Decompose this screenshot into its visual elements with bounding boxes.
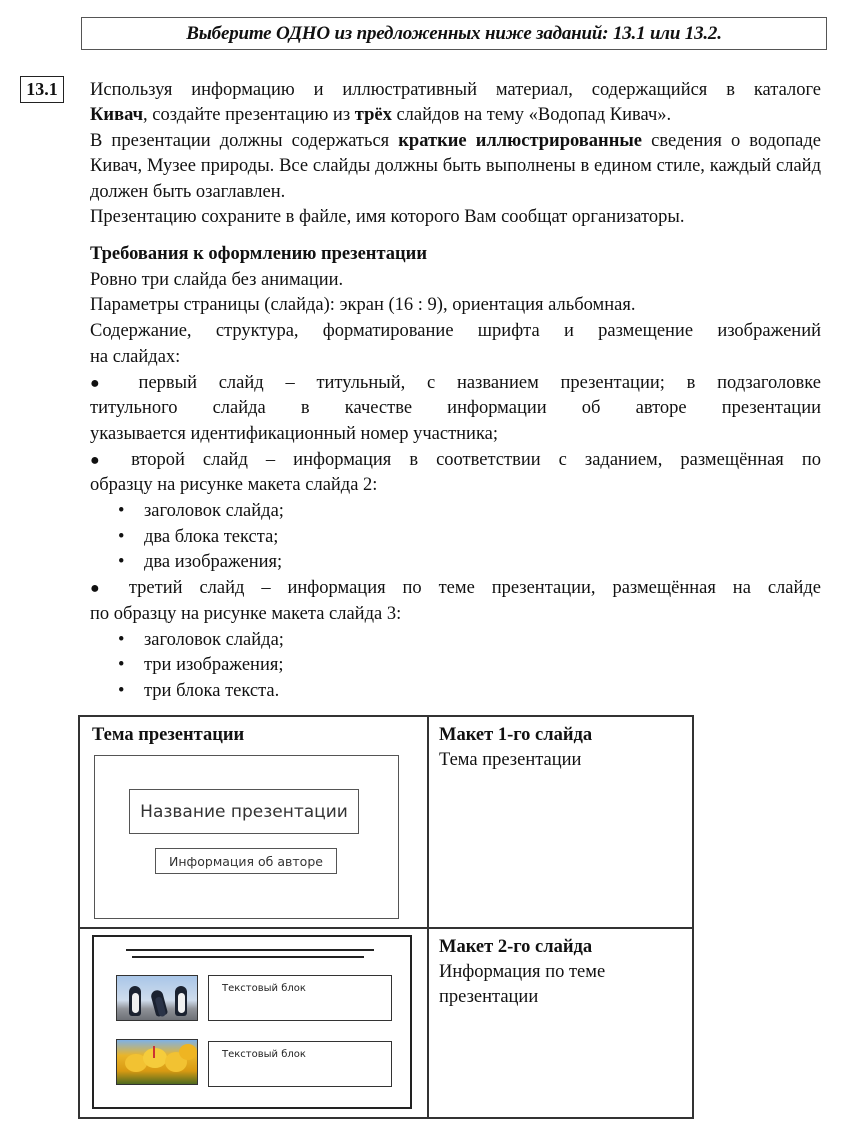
requirement-text: второй слайд – информация в соответствии с заданием, размещённая по: [131, 449, 821, 470]
layout-2-title: Макет 2-го слайда: [439, 937, 593, 957]
sub-list-item: [90, 499, 821, 525]
text-block-placeholder: [208, 1041, 392, 1087]
text-block-label: Текстовый блок: [222, 1049, 306, 1060]
tulips-image: [116, 1039, 198, 1085]
content-paragraph: [90, 129, 821, 205]
bullet-icon: ●: [90, 580, 112, 598]
intro-text: В презентации должны содержаться: [90, 130, 399, 151]
requirement-text: третий слайд – информация по теме презентации, размещённая на слайде: [128, 578, 821, 599]
list-item-text: три блока текста.: [144, 680, 280, 701]
list-item-text: два изображения;: [144, 552, 283, 573]
sub-list-item: [90, 628, 821, 654]
penguin-icon: [129, 986, 141, 1016]
intro-text: сведения о водопаде Кивач, Музее природы. Все слайды должны быть выполнены в едином стиле, каждый слайд должен быть озаглавлен.: [90, 130, 822, 202]
requirements-heading: Требования к оформлению презентации: [90, 244, 427, 264]
bullet-icon: •: [118, 680, 125, 701]
layout-1-description-cell: [428, 716, 693, 928]
bullet-icon: •: [118, 552, 125, 573]
catalog-name: Кивач: [90, 105, 144, 126]
slide1-requirement: [90, 371, 821, 397]
presentation-title-box: [129, 789, 359, 834]
requirement-line: Параметры страницы (слайда): экран (16 : 9), ориентация альбомная.: [90, 295, 636, 316]
bullet-icon: •: [118, 501, 125, 522]
save-instruction: [90, 205, 821, 230]
sub-list-item: [90, 679, 821, 705]
slide3-requirement-cont: по образцу на рисунке макета слайда 3:: [90, 603, 402, 624]
slide2-requirement: [90, 448, 821, 474]
layout-2-description: Информация по теме презентации: [439, 962, 606, 1007]
bullet-icon: ●: [90, 451, 114, 469]
list-item-text: заголовок слайда;: [144, 629, 284, 650]
penguins-image: [116, 975, 198, 1021]
requirement-text: первый слайд – титульный, с названием презентации; в подзаголовке: [138, 372, 821, 393]
task-choice-text: Выберите ОДНО из предложенных ниже заданий: 13.1 или 13.2.: [186, 22, 722, 44]
sub-list-item: [90, 550, 821, 576]
slide-layouts-table: [78, 715, 694, 1119]
author-info-box: [155, 848, 337, 874]
slide3-requirement: [90, 576, 821, 602]
intro-text: Презентацию сохраните в файле, имя которого Вам сообщат организаторы.: [90, 207, 685, 228]
list-item-text: три изображения;: [144, 655, 284, 676]
layout-1-caption: Тема презентации: [92, 725, 245, 745]
requirement-line: Ровно три слайда без анимации.: [90, 269, 344, 290]
title-placeholder-line: [132, 956, 364, 958]
intro-text: , создайте презентацию из: [143, 105, 355, 126]
layout-1-preview-cell: [79, 716, 428, 928]
title-box-text: Название презентации: [140, 801, 348, 822]
bullet-icon: •: [118, 655, 125, 676]
text-block-label: Текстовый блок: [222, 983, 306, 994]
requirement-line: Содержание, структура, форматирование шрифта и размещение изображений: [90, 321, 821, 342]
task-choice-banner: [81, 17, 827, 50]
task-number-badge: [20, 76, 64, 103]
requirement-line: на слайдах:: [90, 346, 181, 367]
title-placeholder-line: [126, 949, 374, 951]
slide1-requirement-cont: указывается идентификационный номер участника;: [90, 423, 499, 444]
text-block-placeholder: [208, 975, 392, 1021]
layout-row-1: [79, 716, 693, 928]
penguin-icon: [175, 986, 187, 1016]
slide-count: трёх: [354, 105, 392, 126]
slide1-requirement-cont: титульного слайда в качестве информации об авторе презентации: [90, 398, 821, 419]
layout-row-2: [79, 928, 693, 1118]
requirements-section: [90, 242, 821, 705]
list-item-text: заголовок слайда;: [144, 501, 284, 522]
layout-1-title: Макет 1-го слайда: [439, 725, 593, 745]
sub-list-item: [90, 525, 821, 551]
bullet-icon: ●: [90, 374, 117, 392]
slide-1-mockup: [94, 755, 399, 919]
emphasis-text: краткие иллюстрированные: [398, 130, 643, 151]
task-description: [90, 78, 821, 230]
bullet-icon: •: [118, 526, 125, 547]
list-item-text: два блока текста;: [144, 526, 279, 547]
intro-text: Используя информацию и иллюстративный материал, содержащийся в каталоге: [90, 80, 821, 100]
slide-2-mockup: [92, 935, 412, 1109]
intro-text: слайдов на тему «Водопад Кивач».: [391, 105, 672, 126]
sub-list-item: [90, 653, 821, 679]
author-box-text: Информация об авторе: [169, 853, 323, 869]
layout-2-description-cell: [428, 928, 693, 1118]
bullet-icon: •: [118, 629, 125, 650]
intro-line-2: [90, 103, 821, 128]
intro-line-1: [90, 78, 821, 103]
task-number: 13.1: [26, 79, 58, 99]
penguin-icon: [150, 989, 168, 1017]
slide2-requirement-cont: образцу на рисунке макета слайда 2:: [90, 475, 378, 496]
layout-2-preview-cell: [79, 928, 428, 1118]
layout-1-description: Тема презентации: [439, 750, 582, 770]
